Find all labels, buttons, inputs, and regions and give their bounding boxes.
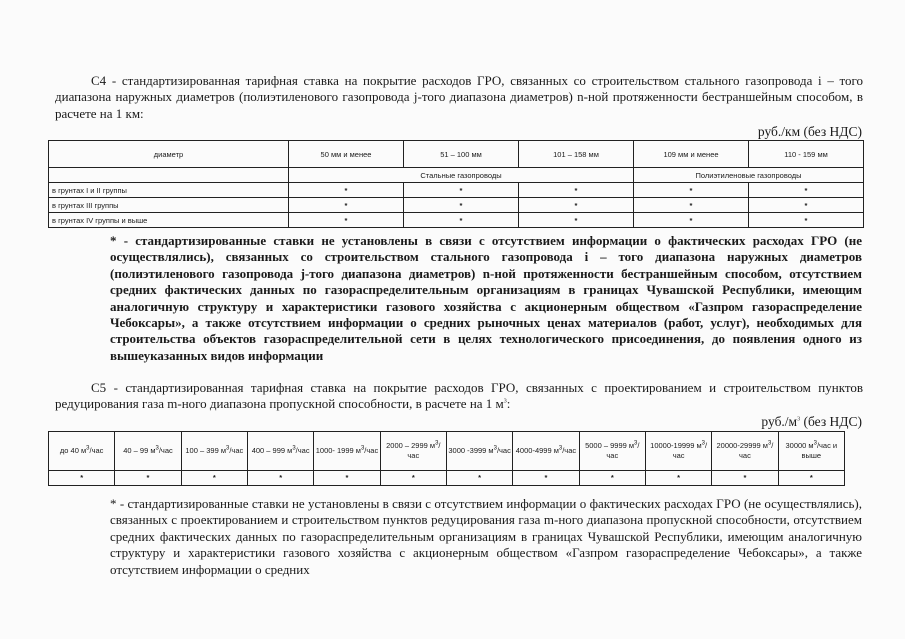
- c5-col-unit: /час и выше: [801, 441, 838, 460]
- c5-col-text: 20000-29999 м: [716, 441, 768, 450]
- table-cell: *: [749, 198, 864, 213]
- c5-heading: [55, 380, 863, 413]
- table-cell: *: [634, 198, 749, 213]
- c5-col-text: до 40 м: [59, 446, 87, 455]
- c4-unit: руб./км (без НДС): [757, 124, 862, 139]
- c4-col: 101 – 158 мм: [519, 141, 634, 168]
- c5-col: [579, 432, 645, 471]
- row-label: в грунтах I и II группы: [49, 183, 289, 198]
- c4-col: 50 мм и менее: [289, 141, 404, 168]
- c4-note: * - стандартизированные ставки не установлены в связи с отсутствием информации о фактических расходах ГРО (не осуществлялись), связанных со строительством стального газопровода i – того диапазона наружных диаметров (полиэтиленового газопровода j-того диапазона диаметров) n-ной протяженности бестраншейным способом, отсутствием средних фактических данных по газораспределительным организациям в границах Чувашской Республики, имеющим аналогичную структуру и характеристики газового хозяйства с акционерным обществом «Газпром газораспределение Чебоксары», а также отсутствием информации о средних рыночных ценах материалов (работ, услуг), необходимых для строительства объектов газораспределительной сети в целях технологического присоединения, до появления одного из вышеуказанных видов информации: [110, 233, 862, 363]
- table-cell: *: [247, 471, 313, 486]
- table-cell: *: [289, 183, 404, 198]
- c5-col-sup: 3: [435, 440, 439, 447]
- c5-unit-text: руб./м: [761, 414, 798, 429]
- c5-col: [446, 432, 512, 471]
- c5-col: [181, 432, 247, 471]
- c5-heading-text: C5 - стандартизированная тарифная ставка на покрытие расходов ГРО, связанных с проектированием и строительством пунктов редуцирования газа m-ного диапазона пропускной способности, в расчете на 1 м: [55, 380, 863, 412]
- table-cell: *: [634, 183, 749, 198]
- c5-col-text: 100 – 399 м: [185, 446, 226, 455]
- c5-col-sup: 3: [225, 445, 230, 452]
- c5-unit: [600, 414, 862, 430]
- c5-col: [49, 432, 115, 471]
- c5-table: [48, 431, 845, 486]
- row-label: в грунтах III группы: [49, 198, 289, 213]
- table-cell: *: [289, 198, 404, 213]
- c5-col-unit: /час: [739, 441, 774, 460]
- c5-col-unit: /час: [672, 441, 708, 460]
- table-cell: *: [446, 471, 512, 486]
- c5-col-sup: 3: [634, 440, 638, 447]
- table-cell: *: [712, 471, 778, 486]
- table-cell: *: [289, 213, 404, 228]
- c5-unit-sup: 3: [797, 416, 801, 423]
- c4-table: [48, 140, 864, 228]
- c5-table-header-row: [49, 432, 845, 471]
- table-cell: *: [634, 213, 749, 228]
- c5-col-text: 2000 – 2999 м: [386, 441, 436, 450]
- table-cell: *: [49, 471, 115, 486]
- c5-col-unit: /час: [562, 446, 577, 455]
- c5-col-sup: 3: [558, 445, 563, 452]
- c5-col: [778, 432, 844, 471]
- table-cell: *: [181, 471, 247, 486]
- table-row: [49, 198, 864, 213]
- c5-col-sup: 3: [813, 440, 817, 447]
- c5-col-sup: 3: [493, 445, 497, 452]
- c5-col: [247, 432, 313, 471]
- c5-col-text: 4000-4999 м: [515, 446, 559, 455]
- c5-col-unit: /час: [229, 446, 244, 455]
- c5-col: [645, 432, 711, 471]
- c4-group-row: [49, 168, 864, 183]
- c4-group-steel: Стальные газопроводы: [289, 168, 634, 183]
- c4-group-poly: Полиэтиленовые газопроводы: [634, 168, 864, 183]
- table-cell: *: [519, 213, 634, 228]
- table-cell: *: [519, 198, 634, 213]
- table-cell: *: [314, 471, 380, 486]
- c5-col-unit: /час: [364, 446, 379, 455]
- c4-col: 51 – 100 мм: [404, 141, 519, 168]
- c5-col: [314, 432, 380, 471]
- table-row: [49, 213, 864, 228]
- c4-heading: C4 - стандартизированная тарифная ставка на покрытие расходов ГРО, связанных со строительством стального газопровода i – того диапазона наружных диаметров (полиэтиленового газопровода j-того диапазона диаметров) n-ной протяженности бестраншейным способом, в расчете на 1 км:: [55, 73, 863, 121]
- c5-col-text: 3000 -3999 м: [448, 446, 494, 455]
- c5-col: [513, 432, 579, 471]
- c5-col-sup: 3: [292, 445, 296, 452]
- c5-col: [380, 432, 446, 471]
- table-cell: *: [749, 213, 864, 228]
- c5-note: * - стандартизированные ставки не установлены в связи с отсутствием информации о фактических расходах ГРО (не осуществлялись), связанных с проектированием и строительством пунктов редуцирования газа m-ного диапазона пропускной способности, отсутствием средних фактических данных по газораспределительным организациям в границах Чувашской Республики, имеющим аналогичную структуру и характеристики газового хозяйства с акционерным обществом «Газпром газораспределение Чебоксары», а также отсутствием информации о средних: [110, 496, 862, 577]
- c5-col-unit: /час: [407, 441, 441, 460]
- table-row: [49, 471, 845, 486]
- c5-col-unit: /час: [496, 446, 511, 455]
- c4-col: 110 - 159 мм: [749, 141, 864, 168]
- c5-col-text: 400 – 999 м: [251, 446, 293, 455]
- c5-col-unit: /час: [158, 446, 173, 455]
- table-cell: *: [579, 471, 645, 486]
- c5-col-sup: 3: [360, 445, 365, 452]
- c5-col-sup: 3: [86, 445, 90, 452]
- table-cell: *: [115, 471, 181, 486]
- row-label: в грунтах IV группы и выше: [49, 213, 289, 228]
- table-cell: *: [404, 198, 519, 213]
- table-row: [49, 183, 864, 198]
- table-cell: *: [380, 471, 446, 486]
- c5-col-text: 40 – 99 м: [123, 446, 156, 455]
- c4-col-header: диаметр: [49, 141, 289, 168]
- table-cell: *: [778, 471, 844, 486]
- c5-col-text: 5000 – 9999 м: [585, 441, 635, 450]
- c5-heading-sup: 3: [503, 399, 507, 406]
- table-cell: *: [749, 183, 864, 198]
- c5-col-text: 1000- 1999 м: [315, 446, 361, 455]
- c5-col-text: 10000-19999 м: [650, 441, 702, 450]
- table-cell: *: [404, 183, 519, 198]
- c5-unit-rest: (без НДС): [800, 414, 862, 429]
- c5-col-unit: /час: [606, 441, 640, 460]
- c4-col: 109 мм и менее: [634, 141, 749, 168]
- c5-col-unit: /час: [295, 446, 310, 455]
- c5-col-sup: 3: [155, 445, 159, 452]
- c4-table-header-row: [49, 141, 864, 168]
- table-cell: *: [519, 183, 634, 198]
- table-cell: *: [404, 213, 519, 228]
- table-cell: *: [645, 471, 711, 486]
- c4-group-empty: [49, 168, 289, 183]
- c5-col-unit: /час: [89, 446, 104, 455]
- c5-heading-colon: :: [506, 396, 511, 412]
- c5-col: [712, 432, 778, 471]
- c5-col-text: 30000 м: [785, 441, 814, 450]
- table-cell: *: [513, 471, 579, 486]
- c5-col-sup: 3: [701, 440, 705, 447]
- c5-col-sup: 3: [767, 440, 772, 447]
- c5-col: [115, 432, 181, 471]
